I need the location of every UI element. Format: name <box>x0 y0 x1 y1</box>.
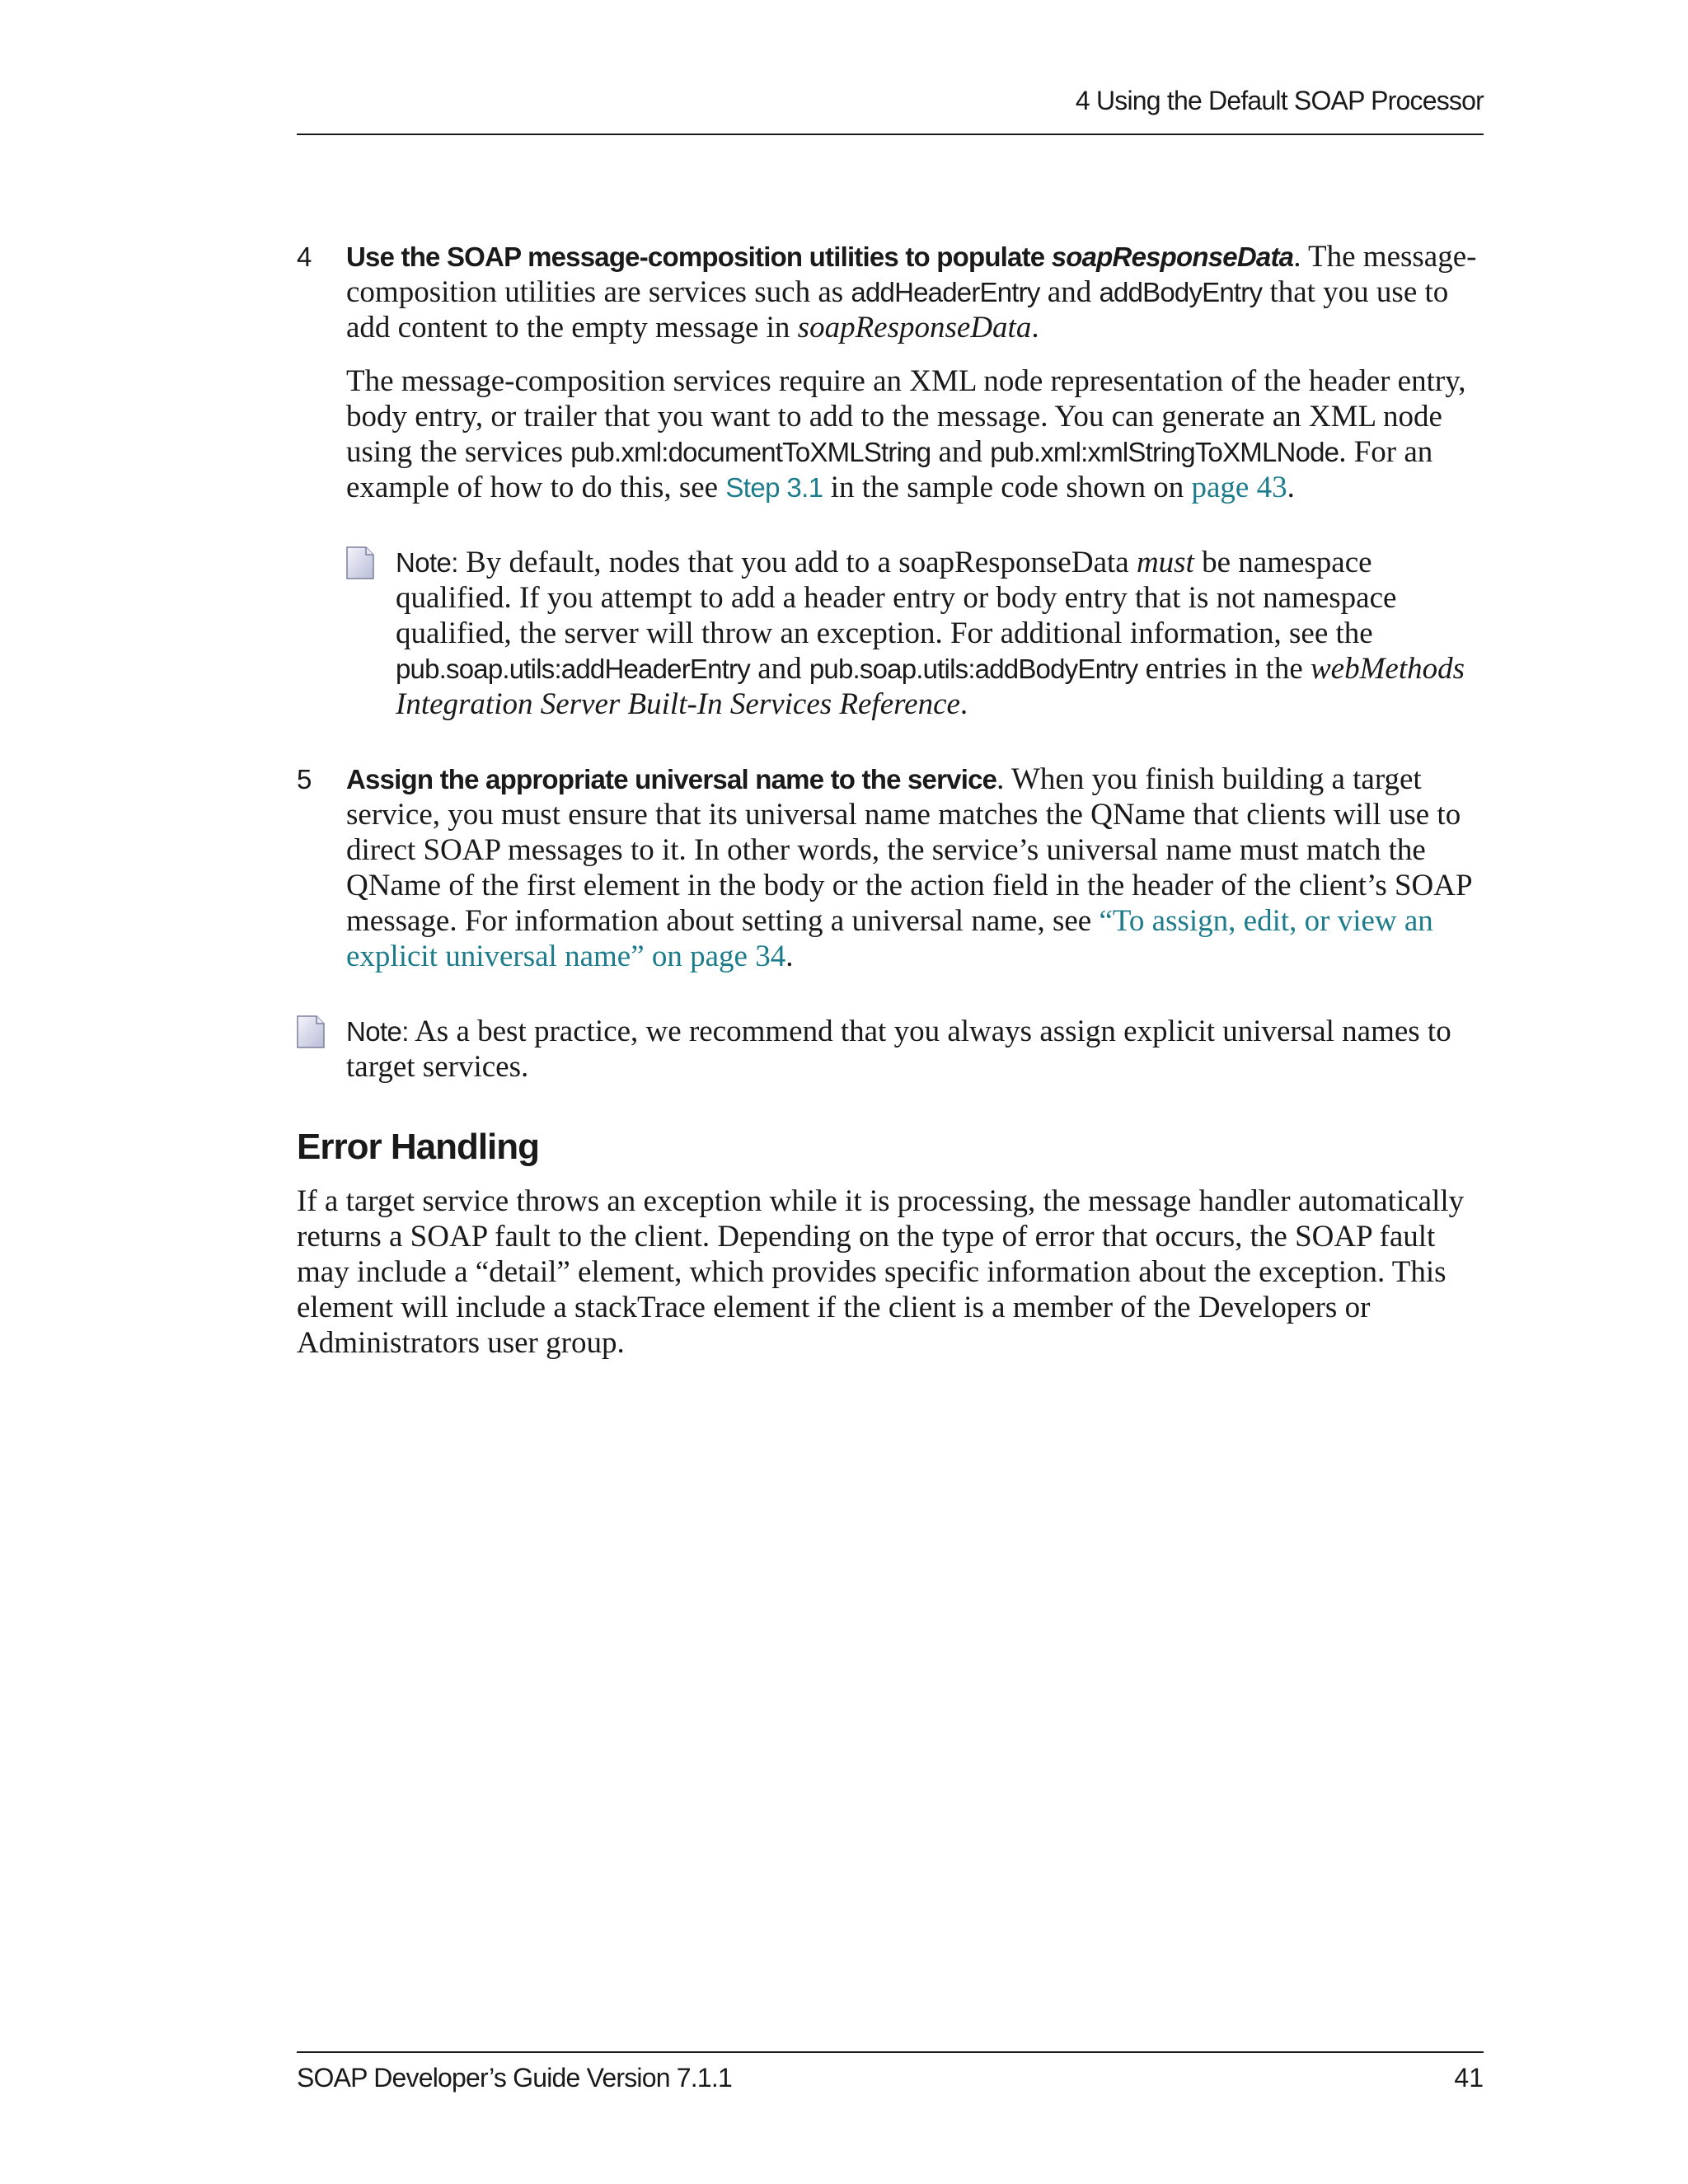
note-text <box>396 545 1484 722</box>
step-lead-variable: soapResponseData <box>1051 241 1294 272</box>
text: . When you finish building a target service, you must ensure that its universal name matches the QName that clients will use to direct SOAP messages to it. In other words, the service’s universal name must match the QName of the first element in the body or the action field in the header of the client’s SOAP message. For information about setting a universal name, see <box>346 762 1472 938</box>
step-link[interactable]: Step 3.1 <box>725 472 823 503</box>
note-page-icon <box>346 546 374 579</box>
service-name: addBodyEntry <box>1099 277 1263 307</box>
document-title: SOAP Developer’s Guide Version 7.1.1 <box>297 2063 732 2093</box>
step-4 <box>297 239 1484 722</box>
text: . The message-composition utilities are services such as <box>346 240 1477 309</box>
service-name: pub.xml:documentToXMLString <box>570 437 931 467</box>
page-content <box>297 239 1484 1361</box>
step-number: 4 <box>297 241 312 272</box>
page-footer <box>297 2051 1484 2093</box>
note-page-icon <box>297 1015 325 1048</box>
note-block <box>346 545 1484 722</box>
text: By default, nodes that you add to a soapResponseData <box>457 546 1137 579</box>
note-label: Note: <box>346 1016 409 1047</box>
text: . For an example of how to do this, see <box>346 435 1433 504</box>
service-name: pub.soap.utils:addBodyEntry <box>809 654 1138 684</box>
text: and <box>749 652 809 686</box>
text: entries in the <box>1137 652 1311 686</box>
note-label: Note: <box>396 547 458 578</box>
page-link[interactable]: page 43 <box>1191 471 1287 504</box>
step-5 <box>297 762 1484 974</box>
page-number: 41 <box>1454 2063 1484 2093</box>
step-lead: Assign the appropriate universal name to the service <box>346 764 997 794</box>
chapter-title: 4 Using the Default SOAP Processor <box>1075 86 1484 115</box>
variable-name: soapResponseData <box>797 311 1032 344</box>
page-header <box>297 82 1484 135</box>
text: . <box>785 940 794 973</box>
note-text <box>346 1014 1484 1085</box>
service-name: addHeaderEntry <box>851 277 1040 307</box>
section-body: If a target service throws an exception while it is processing, the message handler automatically returns a SOAP fault to the client. Depending on the type of error that occurs, the SOAP fault may include a “detail” element, which provides specific information about the exception. This element will include a stackTrace element if the client is a member of the Developers or Administrators user group. <box>297 1184 1465 1360</box>
text: The message-composition services require an XML node representation of the header entry, body entry, or trailer that you want to add to the message. You can generate an XML node using the services <box>346 364 1466 469</box>
reference-title: webMethods Integration Server Built-In Services Reference <box>396 652 1465 721</box>
emphasis: must <box>1136 546 1194 579</box>
text: and <box>931 435 991 469</box>
text: As a best practice, we recommend that you always assign explicit universal names to target services. <box>346 1015 1451 1084</box>
step-number: 5 <box>297 764 312 794</box>
cross-reference-link[interactable]: “To assign, edit, or view an explicit universal name” on page 34 <box>346 904 1433 973</box>
text: and <box>1039 275 1100 309</box>
text: . <box>1287 471 1295 504</box>
best-practice-note <box>297 1014 1484 1085</box>
section-title: Error Handling <box>297 1127 540 1167</box>
step-4-paragraph-2 <box>346 363 1484 505</box>
text: be namespace qualified. If you attempt to add a header entry or body entry that is not namespace qualified, the server will throw an exception. For additional information, see the <box>396 546 1397 650</box>
step-lead: Use the SOAP message-composition utilities to populate <box>346 241 1052 272</box>
step-5-paragraph <box>346 762 1484 974</box>
text: . <box>1031 311 1039 344</box>
service-name: pub.xml:xmlStringToXMLNode <box>990 437 1339 467</box>
text: in the sample code shown on <box>823 471 1192 504</box>
text: . <box>959 687 968 721</box>
service-name: pub.soap.utils:addHeaderEntry <box>396 654 750 684</box>
step-4-paragraph-1 <box>346 239 1484 345</box>
text: that you use to add content to the empty message in <box>346 275 1449 344</box>
